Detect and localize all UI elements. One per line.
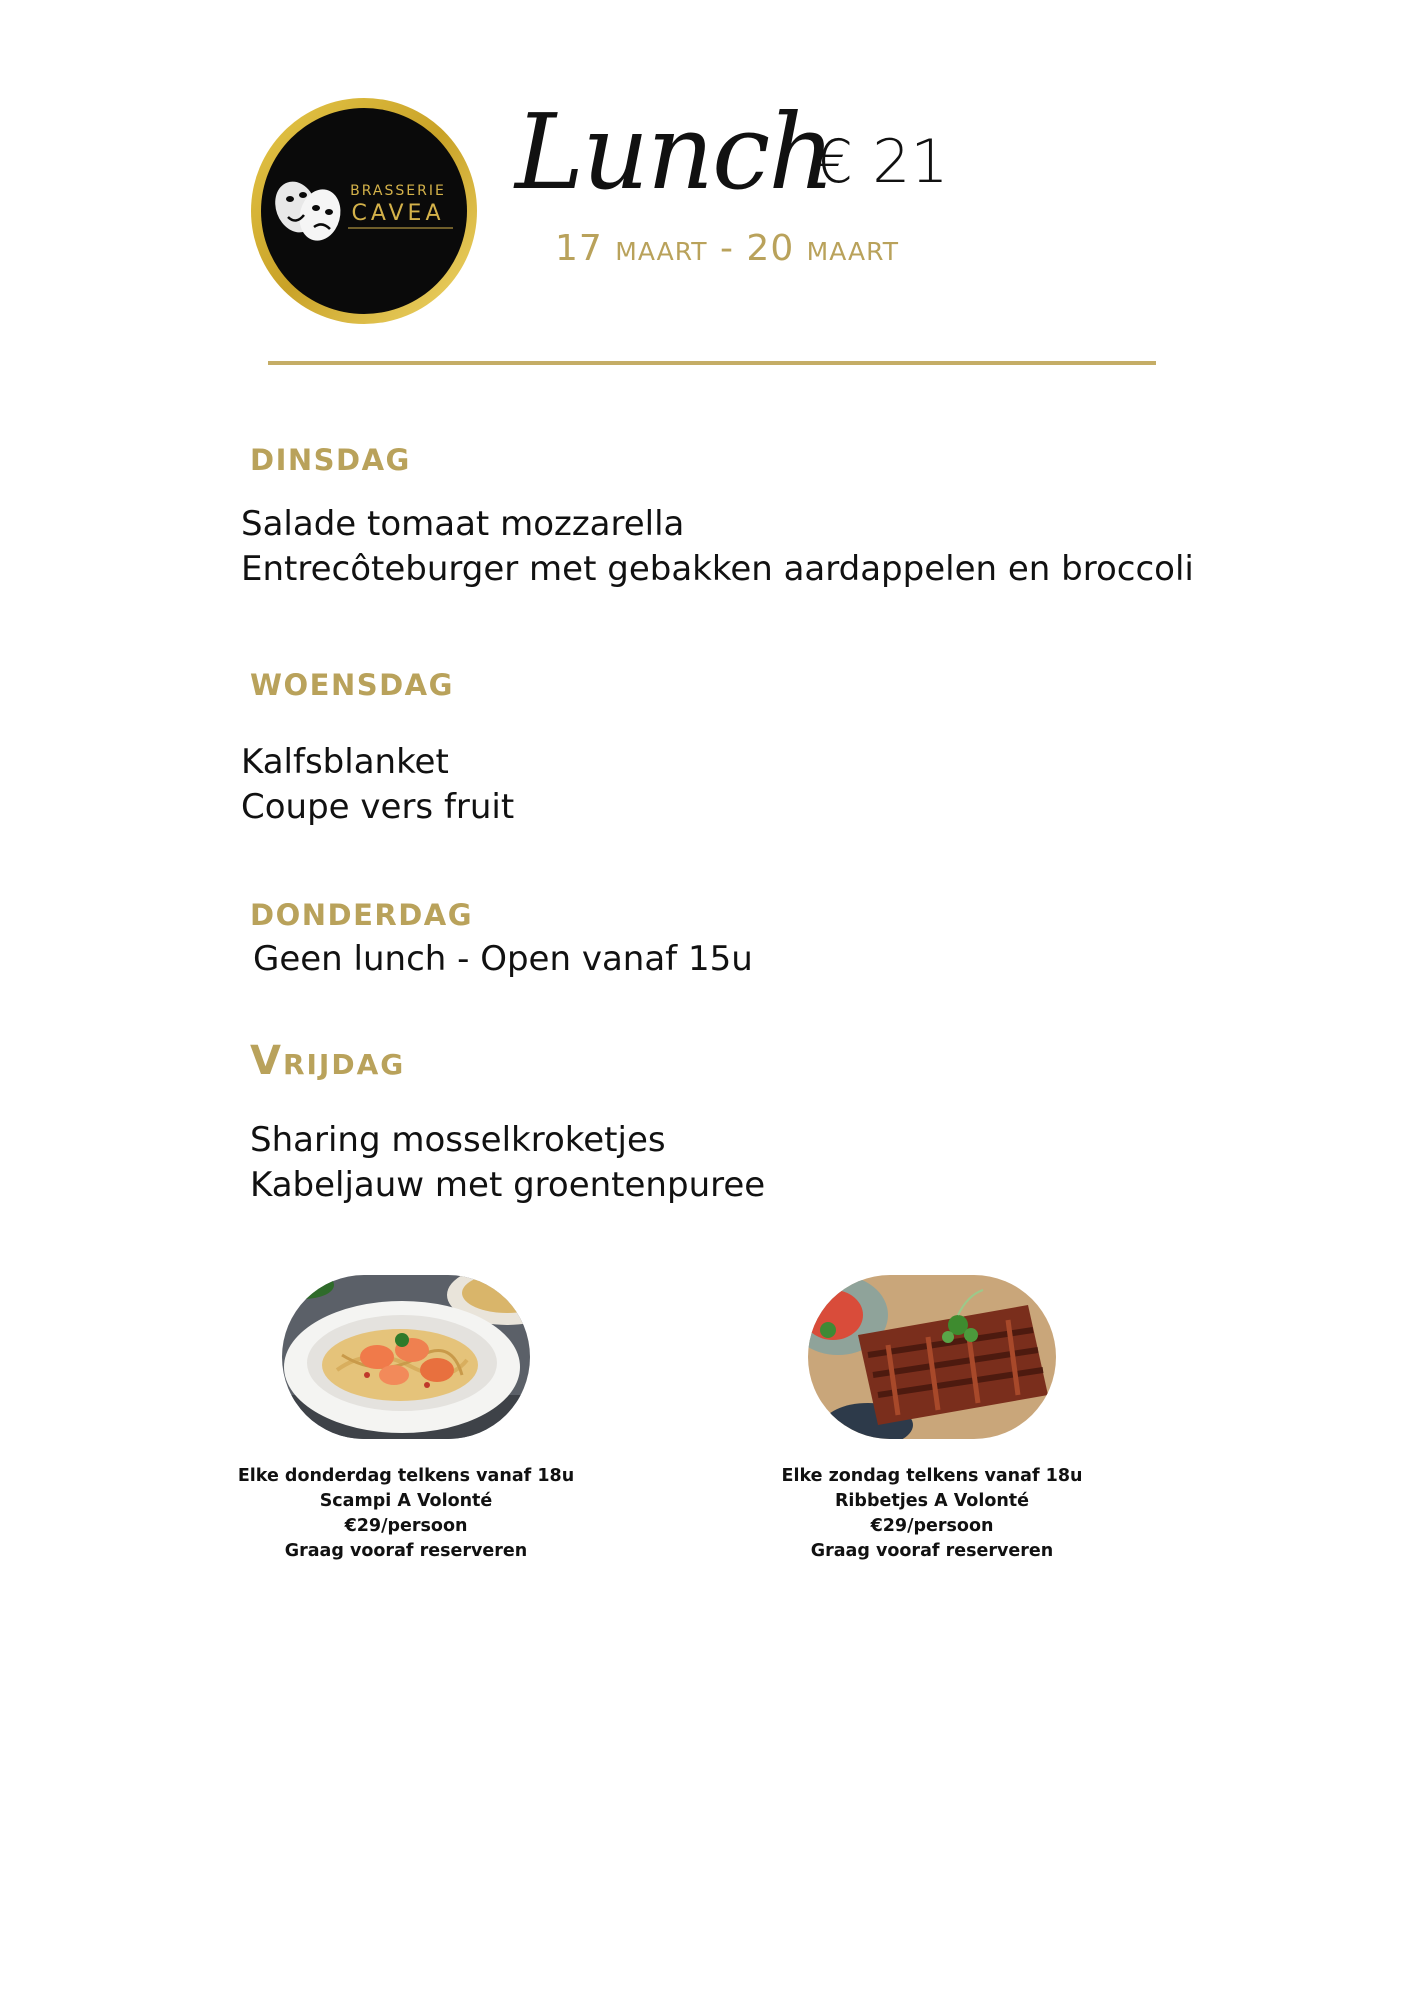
header-divider (268, 361, 1156, 365)
promo-ribbetjes (732, 1464, 1132, 1564)
dish-item: Geen lunch - Open vanaf 15u (253, 939, 753, 979)
promo-scampi (206, 1464, 606, 1564)
day-dishes-woensdag (241, 740, 514, 830)
day-heading-woensdag: WOENSDAG (250, 668, 454, 702)
dish-item: Salade tomaat mozzarella (241, 504, 685, 544)
promo-line: Elke donderdag telkens vanaf 18u (237, 1466, 575, 1486)
day-dishes-donderdag (253, 937, 753, 982)
ribs-photo (808, 1275, 1056, 1439)
menu-title: Lunch (515, 91, 834, 213)
brasserie-cavea-logo (248, 95, 480, 327)
dish-item: Kabeljauw met groentenpuree (250, 1165, 766, 1205)
dish-item: Entrecôteburger met gebakken aardappelen en broccoli (241, 549, 1194, 589)
dish-item: Kalfsblanket (241, 742, 449, 782)
promo-line: Scampi A Volonté (319, 1491, 493, 1511)
scampi-pasta-photo (282, 1275, 530, 1439)
promo-line: Graag vooraf reserveren (810, 1541, 1054, 1561)
logo-top-text: BRASSERIE (350, 183, 446, 199)
menu-price: € 21 (815, 127, 949, 197)
menu-dates: 17 maart - 20 maart (555, 228, 899, 269)
logo-main-text: CAVEA (351, 201, 445, 226)
promo-line: Graag vooraf reserveren (284, 1541, 528, 1561)
day-heading-donderdag: DONDERDAG (250, 898, 474, 932)
dish-item: Coupe vers fruit (241, 787, 515, 827)
day-heading-dinsdag: DINSDAG (250, 443, 411, 477)
promo-line: €29/persoon (870, 1516, 994, 1536)
day-dishes-vrijdag (250, 1118, 765, 1208)
day-heading-vrijdag: Vrijdag (250, 1038, 406, 1084)
day-dishes-dinsdag (241, 502, 1194, 592)
promo-line: €29/persoon (344, 1516, 468, 1536)
dish-item: Sharing mosselkroketjes (250, 1120, 666, 1160)
promo-line: Elke zondag telkens vanaf 18u (781, 1466, 1083, 1486)
promo-line: Ribbetjes A Volonté (834, 1491, 1030, 1511)
